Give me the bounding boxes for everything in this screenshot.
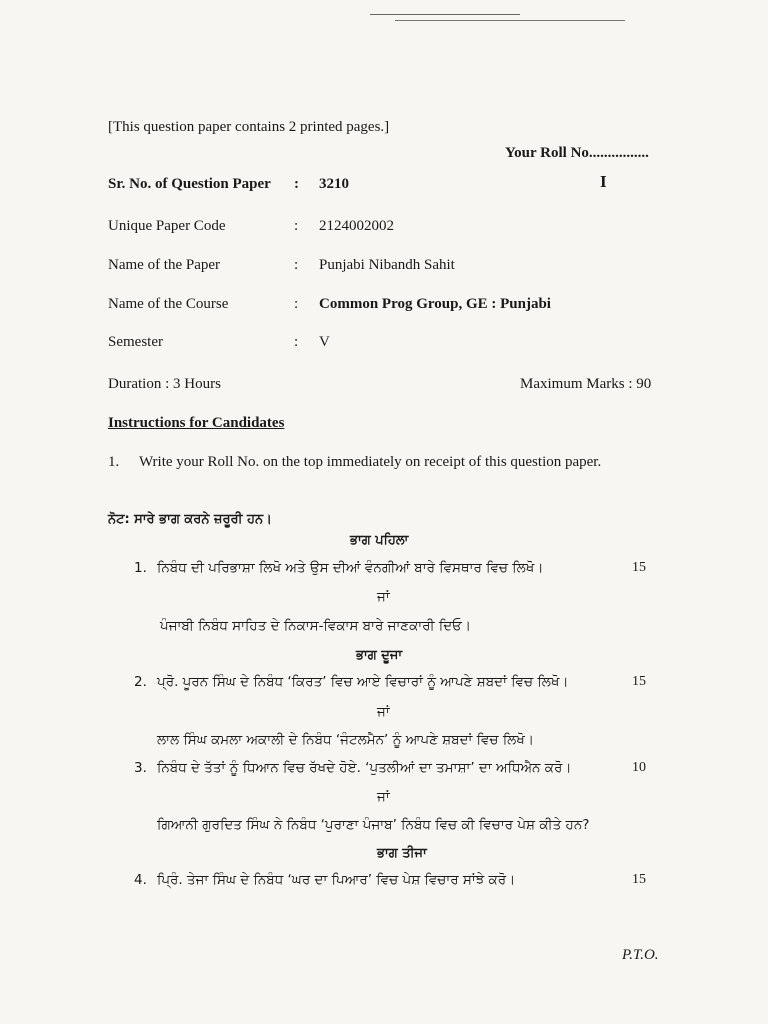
part-one-heading: ਭਾਗ ਪਹਿਲਾ [350,533,409,548]
printed-pages-note: [This question paper contains 2 printed pages.] [108,119,390,135]
question-4-marks: 15 [632,872,646,887]
paper-name-separator: : [294,257,299,273]
question-3-number: 3. [134,760,147,776]
please-turn-over: P.T.O. [622,947,659,963]
semester-label: Semester [108,334,163,350]
instruction-text: Write your Roll No. on the top immediately on receipt of this question paper. [139,454,602,470]
scan-artifact-line [395,20,625,21]
or-separator: ਜਾਂ [377,789,390,805]
scan-artifact-line [370,14,520,15]
sr-no-label: Sr. No. of Question Paper [108,176,271,192]
or-separator: ਜਾਂ [377,589,390,605]
course-name-separator: : [294,296,299,312]
paper-name-label: Name of the Paper [108,257,221,273]
course-name-label: Name of the Course [108,296,229,312]
question-3-alternative: ਗਿਆਨੀ ਗੁਰਦਿਤ ਸਿੰਘ ਨੇ ਨਿਬੰਧ ‘ਪੁਰਾਣਾ ਪੰਜਾਬ’ ਨਿਬੰਧ ਵਿਚ ਕੀ ਵਿਚਾਰ ਪੇਸ਼ ਕੀਤੇ ਹਨ? [157,817,590,833]
paper-name-value: Punjabi Nibandh Sahit [319,257,455,273]
question-2-alternative: ਲਾਲ ਸਿੰਘ ਕਮਲਾ ਅਕਾਲੀ ਦੇ ਨਿਬੰਧ ‘ਜੰਟਲਮੈਨ’ ਨੂੰ ਆਪਣੇ ਸ਼ਬਦਾਂ ਵਿਚ ਲਿਖੋ। [157,732,534,748]
roll-number-field: Your Roll No................ [505,145,649,161]
part-two-heading: ਭਾਗ ਦੂਜਾ [356,648,403,663]
part-three-heading: ਭਾਗ ਤੀਜਾ [377,846,427,861]
question-2-marks: 15 [632,674,646,689]
note-all-parts-compulsory: ਨੋਟ: ਸਾਰੇ ਭਾਗ ਕਰਨੇ ਜ਼ਰੂਰੀ ਹਨ। [108,512,272,527]
question-3-marks: 10 [632,760,646,775]
question-1-alternative: ਪੰਜਾਬੀ ਨਿਬੰਧ ਸਾਹਿਤ ਦੇ ਨਿਕਾਸ-ਵਿਕਾਸ ਬਾਰੇ ਜਾਣਕਾਰੀ ਦਿਓ। [160,618,471,634]
question-1-number: 1. [134,560,147,576]
instruction-number: 1. [108,454,120,470]
sr-no-value: 3210 [319,176,349,192]
maximum-marks: Maximum Marks : 90 [520,376,652,392]
sr-no-separator: : [294,176,299,192]
set-mark: I [600,172,607,191]
instructions-heading: Instructions for Candidates [108,415,285,431]
question-1-marks: 15 [632,560,646,575]
question-4-number: 4. [134,872,147,888]
semester-value: V [319,334,330,350]
or-separator: ਜਾਂ [377,704,390,720]
course-name-value: Common Prog Group, GE : Punjabi [319,296,551,312]
semester-separator: : [294,334,299,350]
unique-paper-code-label: Unique Paper Code [108,218,226,234]
duration: Duration : 3 Hours [108,376,221,392]
question-2-text: ਪ੍ਰੋ. ਪੂਰਨ ਸਿੰਘ ਦੇ ਨਿਬੰਧ ‘ਕਿਰਤ’ ਵਿਚ ਆਏ ਵਿਚਾਰਾਂ ਨੂੰ ਆਪਣੇ ਸ਼ਬਦਾਂ ਵਿਚ ਲਿਖੋ। [157,674,569,690]
question-3-text: ਨਿਬੰਧ ਦੇ ਤੱਤਾਂ ਨੂੰ ਧਿਆਨ ਵਿਚ ਰੱਖਦੇ ਹੋਏ. ‘ਪੁਤਲੀਆਂ ਦਾ ਤਮਾਸ਼ਾ’ ਦਾ ਅਧਿਐਨ ਕਰੋ। [157,760,572,776]
question-2-number: 2. [134,674,147,690]
unique-paper-code-separator: : [294,218,299,234]
unique-paper-code-value: 2124002002 [319,218,394,234]
question-4-text: ਪ੍ਰਿੰ. ਤੇਜਾ ਸਿੰਘ ਦੇ ਨਿਬੰਧ ‘ਘਰ ਦਾ ਪਿਆਰ’ ਵਿਚ ਪੇਸ਼ ਵਿਚਾਰ ਸਾਂਝੇ ਕਰੋ। [157,872,516,888]
question-1-text: ਨਿਬੰਧ ਦੀ ਪਰਿਭਾਸ਼ਾ ਲਿਖੋ ਅਤੇ ਉਸ ਦੀਆਂ ਵੰਨਗੀਆਂ ਬਾਰੇ ਵਿਸਥਾਰ ਵਿਚ ਲਿਖੋ। [157,560,544,576]
